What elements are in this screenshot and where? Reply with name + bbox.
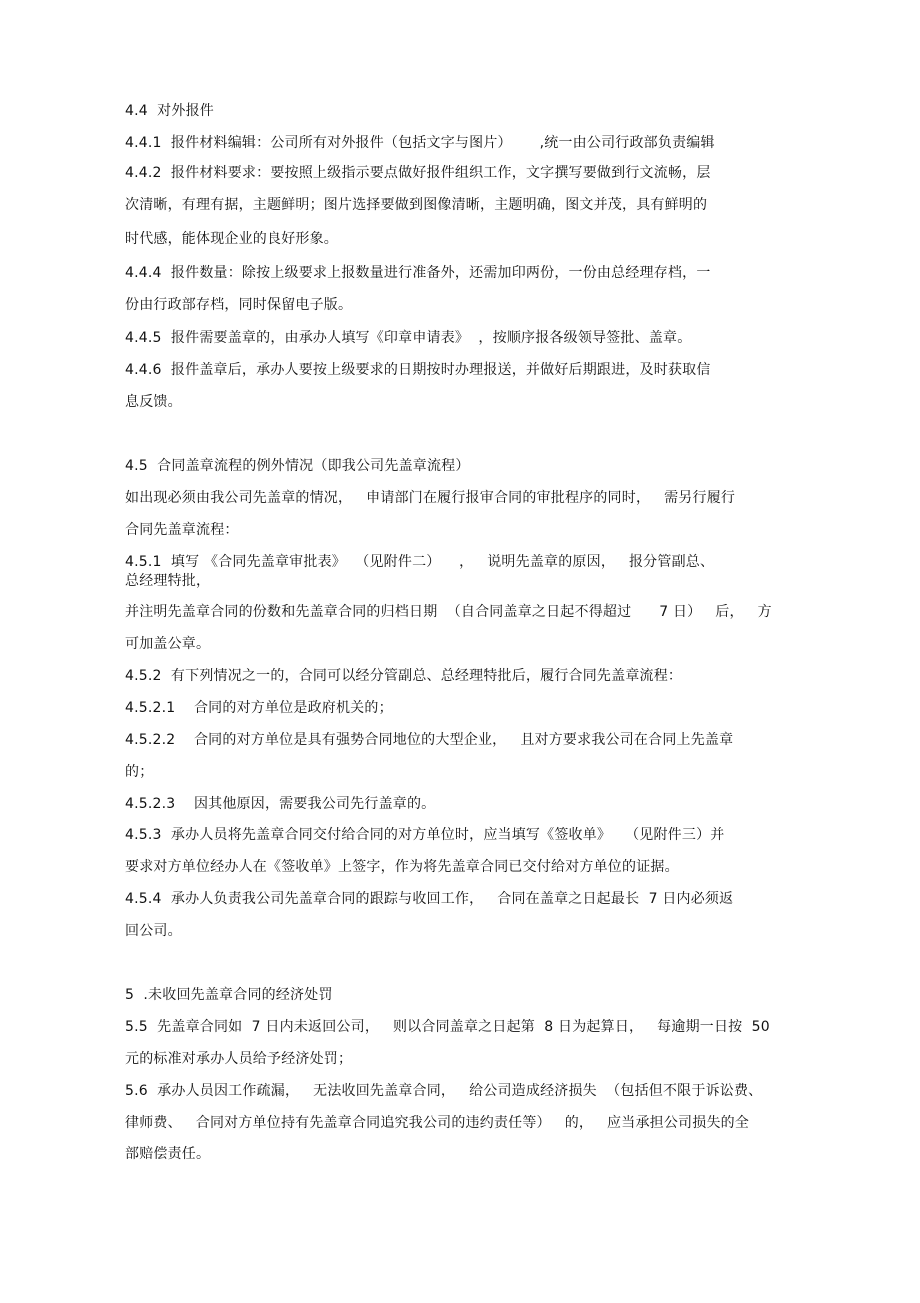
paragraph-line: 的；	[125, 764, 154, 780]
paragraph-line: 4.4.5 报件需要盖章的，由承办人填写《印章申请表》 ，按顺序报各级领导签批、盖章。	[125, 330, 692, 346]
paragraph-line: 可加盖公章。	[125, 636, 211, 652]
paragraph-line: 4.5.2.2 合同的对方单位是具有强势合同地位的大型企业， 且对方要求我公司在合同上先盖章	[125, 732, 734, 748]
paragraph-line: 4.5.1 填写 《合同先盖章审批表》 （见附件二） ， 说明先盖章的原因， 报分管副总、	[125, 554, 715, 570]
paragraph-line: 次清晰，有理有据，主题鲜明；图片选择要做到图像清晰，主题明确，图文并茂，具有鲜明的	[125, 197, 708, 213]
paragraph-line: 5.6 承办人员因工作疏漏， 无法收回先盖章合同， 给公司造成经济损失 （包括但不限于诉讼费、	[125, 1083, 763, 1099]
paragraph-line: 4.5.2.1 合同的对方单位是政府机关的；	[125, 700, 393, 716]
paragraph-line: 律师费、 合同对方单位持有先盖章合同追究我公司的违约责任等） 的， 应当承担公司损失的全	[125, 1115, 750, 1131]
paragraph-line: 息反馈。	[125, 394, 182, 410]
paragraph-line: 4.4.1 报件材料编辑：公司所有对外报件（包括文字与图片） ,统一由公司行政部负责编辑	[125, 135, 715, 151]
paragraph-line: 4.5.4 承办人负责我公司先盖章合同的跟踪与收回工作， 合同在盖章之日起最长 7 日内必须返	[125, 891, 734, 907]
section-heading-5: 5 .未收回先盖章合同的经济处罚	[125, 987, 333, 1003]
paragraph-line: 如出现必须由我公司先盖章的情况， 申请部门在履行报审合同的审批程序的同时， 需另行履行	[125, 490, 736, 506]
section-heading-4-5: 4.5 合同盖章流程的例外情况（即我公司先盖章流程）	[125, 458, 470, 474]
paragraph-line: 4.4.4 报件数量：除按上级要求上报数量进行准备外，还需加印两份，一份由总经理存档，一	[125, 265, 711, 281]
paragraph-line: 4.5.2.3 因其他原因，需要我公司先行盖章的。	[125, 796, 436, 812]
paragraph-line: 时代感，能体现企业的良好形象。	[125, 231, 338, 247]
paragraph-line: 总经理特批，	[125, 573, 211, 589]
paragraph-line: 4.5.2 有下列情况之一的，合同可以经分管副总、总经理特批后，履行合同先盖章流程：	[125, 668, 683, 684]
paragraph-line: 要求对方单位经办人在《签收单》上签字，作为将先盖章合同已交付给对方单位的证据。	[125, 859, 679, 875]
section-heading-4-4: 4.4 对外报件	[125, 103, 214, 119]
paragraph-line: 回公司。	[125, 923, 182, 939]
paragraph-line: 4.4.2 报件材料要求：要按照上级指示要点做好报件组织工作，文字撰写要做到行文流畅，层	[125, 165, 711, 181]
paragraph-line: 元的标准对承办人员给予经济处罚；	[125, 1051, 353, 1067]
paragraph-line: 并注明先盖章合同的份数和先盖章合同的归档日期 （自合同盖章之日起不得超过 7 日） 后， 方	[125, 604, 772, 620]
paragraph-line: 4.5.3 承办人员将先盖章合同交付给合同的对方单位时，应当填写《签收单》 （见附件三）并	[125, 827, 725, 843]
paragraph-line: 5.5 先盖章合同如 7 日内未返回公司， 则以合同盖章之日起第 8 日为起算日， 每逾期一日按 50	[125, 1019, 770, 1035]
paragraph-line: 份由行政部存档，同时保留电子版。	[125, 297, 353, 313]
paragraph-line: 合同先盖章流程：	[125, 522, 239, 538]
paragraph-line: 部赔偿责任。	[125, 1146, 211, 1162]
paragraph-line: 4.4.6 报件盖章后，承办人要按上级要求的日期按时办理报送，并做好后期跟进，及时获取信	[125, 362, 711, 378]
